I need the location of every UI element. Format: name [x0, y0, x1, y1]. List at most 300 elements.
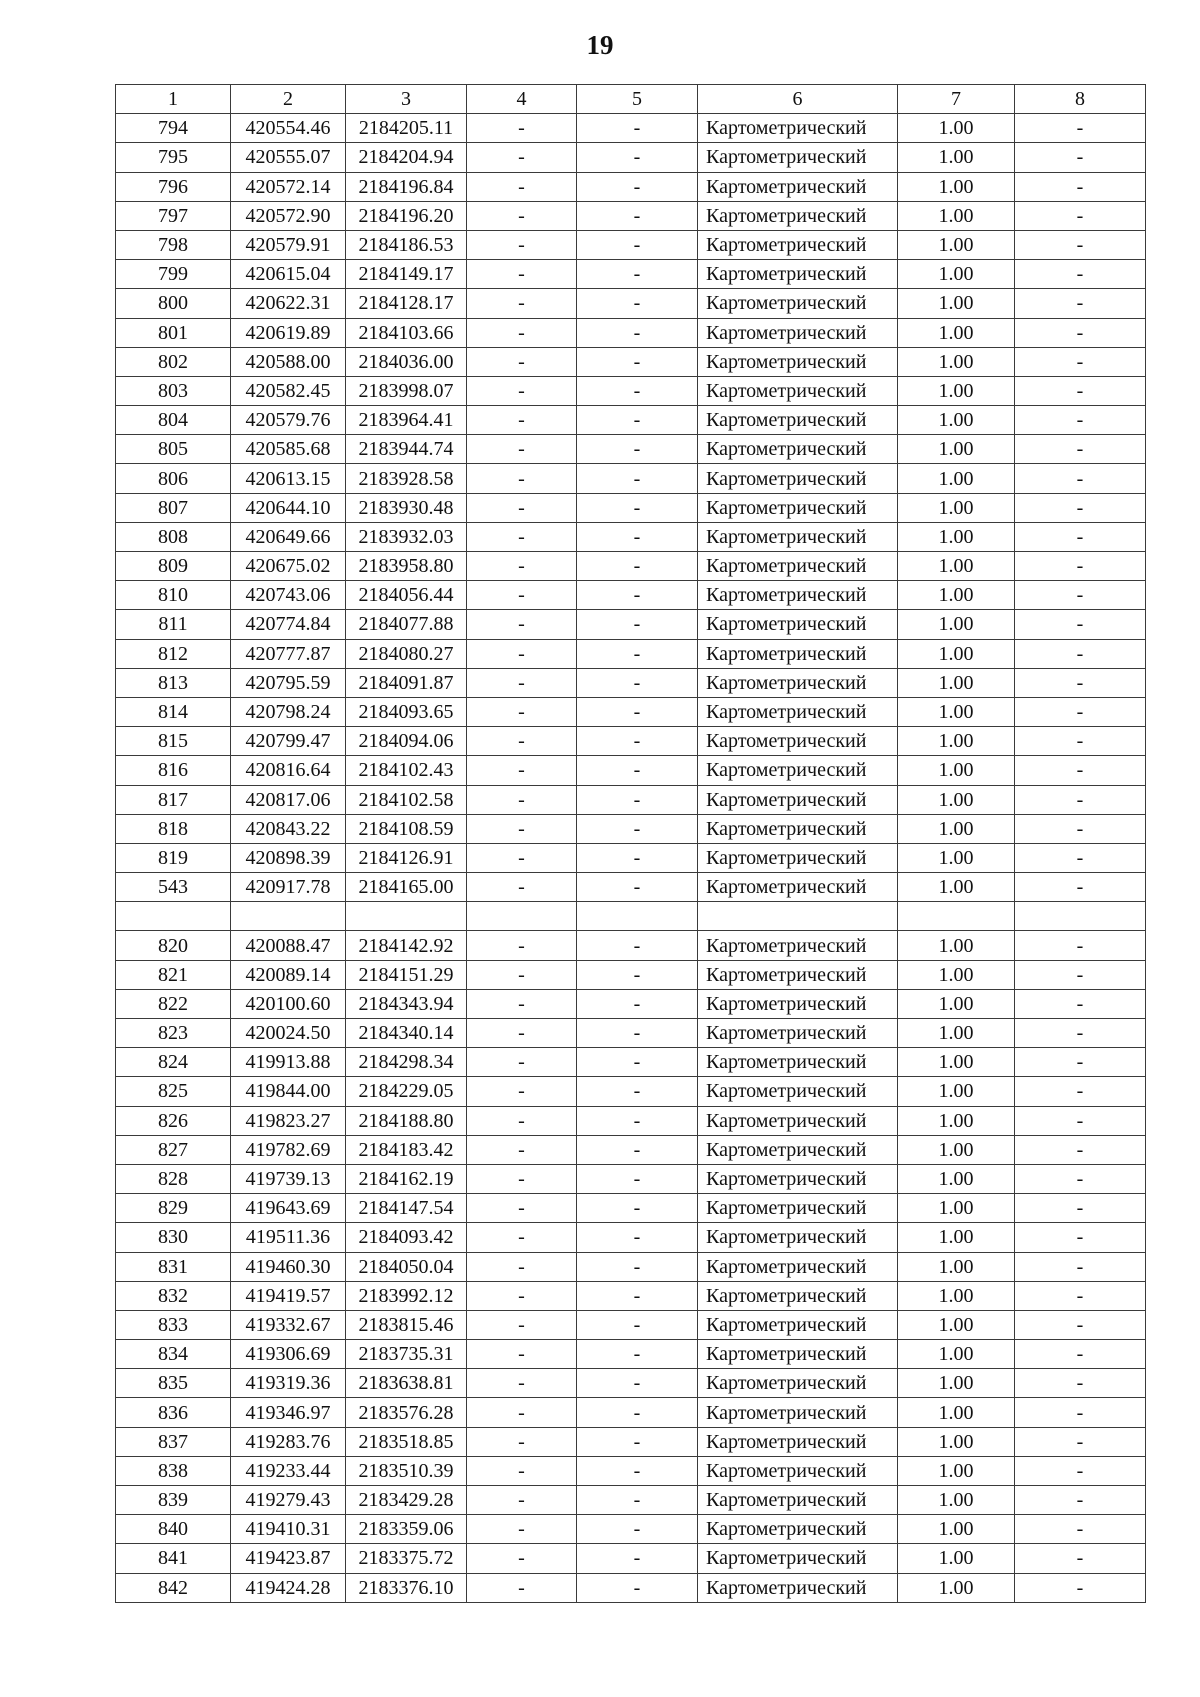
col4-cell: - [467, 610, 577, 639]
table-row [116, 1515, 1146, 1544]
header-cell: 2 [231, 85, 346, 114]
col8-cell: - [1015, 639, 1146, 668]
col8-cell: - [1015, 230, 1146, 259]
table-row [116, 931, 1146, 960]
col5-cell: - [577, 756, 698, 785]
x-coordinate-cell: 420743.06 [231, 581, 346, 610]
col5-cell: - [577, 376, 698, 405]
col8-cell: - [1015, 114, 1146, 143]
col5-cell: - [577, 406, 698, 435]
page-number: 19 [586, 30, 614, 60]
col8-cell: - [1015, 814, 1146, 843]
y-coordinate-cell: 2184165.00 [346, 873, 467, 902]
table-row [116, 1223, 1146, 1252]
precision-cell: 1.00 [898, 1369, 1015, 1398]
precision-cell: 1.00 [898, 931, 1015, 960]
table-row [116, 1427, 1146, 1456]
precision-cell: 1.00 [898, 289, 1015, 318]
y-coordinate-cell: 2184205.11 [346, 114, 467, 143]
col4-cell [467, 902, 577, 931]
method-cell: Картометрический [698, 1515, 898, 1544]
col8-cell: - [1015, 1223, 1146, 1252]
col4-cell: - [467, 960, 577, 989]
point-number-cell [116, 902, 231, 931]
col4-cell: - [467, 727, 577, 756]
col5-cell: - [577, 552, 698, 581]
table-row [116, 1194, 1146, 1223]
y-coordinate-cell: 2183928.58 [346, 464, 467, 493]
col8-cell: - [1015, 1194, 1146, 1223]
point-number-cell: 842 [116, 1573, 231, 1602]
precision-cell: 1.00 [898, 435, 1015, 464]
x-coordinate-cell [231, 902, 346, 931]
col4-cell: - [467, 406, 577, 435]
table-row [116, 581, 1146, 610]
col8-cell: - [1015, 435, 1146, 464]
point-number-cell: 825 [116, 1077, 231, 1106]
x-coordinate-cell: 419913.88 [231, 1048, 346, 1077]
col8-cell: - [1015, 873, 1146, 902]
y-coordinate-cell: 2183576.28 [346, 1398, 467, 1427]
col4-cell: - [467, 435, 577, 464]
x-coordinate-cell: 420843.22 [231, 814, 346, 843]
col5-cell: - [577, 639, 698, 668]
method-cell: Картометрический [698, 1194, 898, 1223]
x-coordinate-cell: 419419.57 [231, 1281, 346, 1310]
x-coordinate-cell: 420588.00 [231, 347, 346, 376]
col4-cell: - [467, 1310, 577, 1339]
method-cell: Картометрический [698, 1486, 898, 1515]
method-cell: Картометрический [698, 172, 898, 201]
point-number-cell: 833 [116, 1310, 231, 1339]
col5-cell: - [577, 1456, 698, 1485]
precision-cell: 1.00 [898, 989, 1015, 1018]
y-coordinate-cell: 2184142.92 [346, 931, 467, 960]
y-coordinate-cell: 2184094.06 [346, 727, 467, 756]
col8-cell: - [1015, 172, 1146, 201]
method-cell: Картометрический [698, 376, 898, 405]
table-row [116, 1398, 1146, 1427]
y-coordinate-cell: 2184186.53 [346, 230, 467, 259]
method-cell: Картометрический [698, 114, 898, 143]
col5-cell: - [577, 172, 698, 201]
x-coordinate-cell: 420622.31 [231, 289, 346, 318]
col8-cell: - [1015, 727, 1146, 756]
y-coordinate-cell: 2183518.85 [346, 1427, 467, 1456]
y-coordinate-cell: 2183735.31 [346, 1340, 467, 1369]
precision-cell: 1.00 [898, 114, 1015, 143]
col8-cell: - [1015, 843, 1146, 872]
col8-cell: - [1015, 201, 1146, 230]
table-row [116, 172, 1146, 201]
y-coordinate-cell: 2183510.39 [346, 1456, 467, 1485]
point-number-cell: 814 [116, 697, 231, 726]
y-coordinate-cell [346, 902, 467, 931]
col5-cell: - [577, 814, 698, 843]
table-row [116, 1486, 1146, 1515]
method-cell: Картометрический [698, 843, 898, 872]
col5-cell: - [577, 1369, 698, 1398]
point-number-cell: 834 [116, 1340, 231, 1369]
header-cell: 6 [698, 85, 898, 114]
method-cell: Картометрический [698, 464, 898, 493]
table-row [116, 843, 1146, 872]
col5-cell: - [577, 697, 698, 726]
point-number-cell: 816 [116, 756, 231, 785]
y-coordinate-cell: 2184188.80 [346, 1106, 467, 1135]
col8-cell: - [1015, 581, 1146, 610]
precision-cell: 1.00 [898, 1048, 1015, 1077]
y-coordinate-cell: 2184050.04 [346, 1252, 467, 1281]
x-coordinate-cell: 420774.84 [231, 610, 346, 639]
col5-cell: - [577, 1281, 698, 1310]
table-row [116, 873, 1146, 902]
x-coordinate-cell: 420572.90 [231, 201, 346, 230]
col8-cell: - [1015, 406, 1146, 435]
y-coordinate-cell: 2184162.19 [346, 1164, 467, 1193]
x-coordinate-cell: 420799.47 [231, 727, 346, 756]
col5-cell: - [577, 785, 698, 814]
col8-cell: - [1015, 668, 1146, 697]
col4-cell: - [467, 931, 577, 960]
table-row [116, 143, 1146, 172]
point-number-cell: 808 [116, 522, 231, 551]
table-row [116, 1135, 1146, 1164]
col8-cell: - [1015, 318, 1146, 347]
header-cell: 4 [467, 85, 577, 114]
y-coordinate-cell: 2184196.20 [346, 201, 467, 230]
col5-cell: - [577, 727, 698, 756]
point-number-cell: 830 [116, 1223, 231, 1252]
point-number-cell: 803 [116, 376, 231, 405]
method-cell [698, 902, 898, 931]
y-coordinate-cell: 2184126.91 [346, 843, 467, 872]
method-cell: Картометрический [698, 522, 898, 551]
point-number-cell: 818 [116, 814, 231, 843]
col4-cell: - [467, 1340, 577, 1369]
separator-row [116, 902, 1146, 931]
col4-cell: - [467, 230, 577, 259]
col5-cell: - [577, 1077, 698, 1106]
col4-cell: - [467, 581, 577, 610]
col8-cell: - [1015, 1369, 1146, 1398]
point-number-cell: 815 [116, 727, 231, 756]
table-row [116, 756, 1146, 785]
col8-cell: - [1015, 376, 1146, 405]
point-number-cell: 801 [116, 318, 231, 347]
table-row [116, 1019, 1146, 1048]
x-coordinate-cell: 420572.14 [231, 172, 346, 201]
precision-cell: 1.00 [898, 1515, 1015, 1544]
col4-cell: - [467, 1544, 577, 1573]
col5-cell: - [577, 843, 698, 872]
point-number-cell: 811 [116, 610, 231, 639]
x-coordinate-cell: 419424.28 [231, 1573, 346, 1602]
x-coordinate-cell: 420816.64 [231, 756, 346, 785]
table-row [116, 668, 1146, 697]
col8-cell: - [1015, 1310, 1146, 1339]
col5-cell: - [577, 1106, 698, 1135]
col4-cell: - [467, 1106, 577, 1135]
point-number-cell: 796 [116, 172, 231, 201]
point-number-cell: 827 [116, 1135, 231, 1164]
x-coordinate-cell: 419844.00 [231, 1077, 346, 1106]
col5-cell: - [577, 201, 698, 230]
precision-cell: 1.00 [898, 1340, 1015, 1369]
col4-cell: - [467, 843, 577, 872]
col8-cell: - [1015, 1164, 1146, 1193]
col4-cell: - [467, 1135, 577, 1164]
col4-cell: - [467, 1456, 577, 1485]
precision-cell: 1.00 [898, 1252, 1015, 1281]
precision-cell: 1.00 [898, 1486, 1015, 1515]
col8-cell: - [1015, 756, 1146, 785]
col8-cell [1015, 902, 1146, 931]
col4-cell: - [467, 260, 577, 289]
method-cell: Картометрический [698, 1427, 898, 1456]
col5-cell: - [577, 931, 698, 960]
y-coordinate-cell: 2184128.17 [346, 289, 467, 318]
x-coordinate-cell: 420917.78 [231, 873, 346, 902]
x-coordinate-cell: 420089.14 [231, 960, 346, 989]
precision-cell: 1.00 [898, 1164, 1015, 1193]
col5-cell [577, 902, 698, 931]
table-body [116, 114, 1146, 1603]
col5-cell: - [577, 1223, 698, 1252]
table-row [116, 552, 1146, 581]
x-coordinate-cell: 420555.07 [231, 143, 346, 172]
x-coordinate-cell: 419782.69 [231, 1135, 346, 1164]
point-number-cell: 807 [116, 493, 231, 522]
method-cell: Картометрический [698, 493, 898, 522]
y-coordinate-cell: 2183958.80 [346, 552, 467, 581]
y-coordinate-cell: 2183964.41 [346, 406, 467, 435]
col8-cell: - [1015, 552, 1146, 581]
method-cell: Картометрический [698, 260, 898, 289]
col4-cell: - [467, 1194, 577, 1223]
col5-cell: - [577, 1398, 698, 1427]
y-coordinate-cell: 2183429.28 [346, 1486, 467, 1515]
table-row [116, 785, 1146, 814]
col4-cell: - [467, 172, 577, 201]
col8-cell: - [1015, 1427, 1146, 1456]
col5-cell: - [577, 989, 698, 1018]
method-cell: Картометрический [698, 1398, 898, 1427]
precision-cell: 1.00 [898, 552, 1015, 581]
point-number-cell: 797 [116, 201, 231, 230]
col5-cell: - [577, 668, 698, 697]
precision-cell: 1.00 [898, 1194, 1015, 1223]
y-coordinate-cell: 2184183.42 [346, 1135, 467, 1164]
precision-cell: 1.00 [898, 814, 1015, 843]
point-number-cell: 802 [116, 347, 231, 376]
method-cell: Картометрический [698, 639, 898, 668]
table-row [116, 610, 1146, 639]
method-cell: Картометрический [698, 1281, 898, 1310]
col4-cell: - [467, 1077, 577, 1106]
coordinates-table [115, 84, 1146, 1603]
x-coordinate-cell: 420579.76 [231, 406, 346, 435]
x-coordinate-cell: 420795.59 [231, 668, 346, 697]
table-row [116, 1048, 1146, 1077]
x-coordinate-cell: 420777.87 [231, 639, 346, 668]
precision-cell: 1.00 [898, 1573, 1015, 1602]
precision-cell: 1.00 [898, 347, 1015, 376]
col8-cell: - [1015, 785, 1146, 814]
table-row [116, 1310, 1146, 1339]
y-coordinate-cell: 2184147.54 [346, 1194, 467, 1223]
x-coordinate-cell: 419233.44 [231, 1456, 346, 1485]
precision-cell: 1.00 [898, 1019, 1015, 1048]
precision-cell: 1.00 [898, 873, 1015, 902]
method-cell: Картометрический [698, 230, 898, 259]
col8-cell: - [1015, 931, 1146, 960]
x-coordinate-cell: 420615.04 [231, 260, 346, 289]
col5-cell: - [577, 1048, 698, 1077]
precision-cell: 1.00 [898, 610, 1015, 639]
col5-cell: - [577, 493, 698, 522]
x-coordinate-cell: 420613.15 [231, 464, 346, 493]
table-row [116, 1340, 1146, 1369]
col8-cell: - [1015, 1486, 1146, 1515]
col5-cell: - [577, 347, 698, 376]
col8-cell: - [1015, 260, 1146, 289]
point-number-cell: 794 [116, 114, 231, 143]
col8-cell: - [1015, 1340, 1146, 1369]
table-row [116, 1456, 1146, 1485]
y-coordinate-cell: 2184036.00 [346, 347, 467, 376]
point-number-cell: 841 [116, 1544, 231, 1573]
col8-cell: - [1015, 960, 1146, 989]
x-coordinate-cell: 419346.97 [231, 1398, 346, 1427]
precision-cell: 1.00 [898, 143, 1015, 172]
col8-cell: - [1015, 1573, 1146, 1602]
method-cell: Картометрический [698, 756, 898, 785]
y-coordinate-cell: 2183375.72 [346, 1544, 467, 1573]
x-coordinate-cell: 419319.36 [231, 1369, 346, 1398]
y-coordinate-cell: 2184077.88 [346, 610, 467, 639]
table-row [116, 406, 1146, 435]
col4-cell: - [467, 143, 577, 172]
precision-cell: 1.00 [898, 639, 1015, 668]
table-row [116, 201, 1146, 230]
method-cell: Картометрический [698, 697, 898, 726]
point-number-cell: 840 [116, 1515, 231, 1544]
table-row [116, 960, 1146, 989]
col5-cell: - [577, 1310, 698, 1339]
col4-cell: - [467, 639, 577, 668]
point-number-cell: 799 [116, 260, 231, 289]
precision-cell: 1.00 [898, 960, 1015, 989]
point-number-cell: 828 [116, 1164, 231, 1193]
col5-cell: - [577, 435, 698, 464]
col8-cell: - [1015, 697, 1146, 726]
col8-cell: - [1015, 464, 1146, 493]
table-row [116, 1164, 1146, 1193]
col5-cell: - [577, 114, 698, 143]
col5-cell: - [577, 230, 698, 259]
table-row [116, 114, 1146, 143]
col4-cell: - [467, 376, 577, 405]
method-cell: Картометрический [698, 1164, 898, 1193]
table-row [116, 727, 1146, 756]
precision-cell: 1.00 [898, 727, 1015, 756]
col5-cell: - [577, 522, 698, 551]
x-coordinate-cell: 420798.24 [231, 697, 346, 726]
method-cell: Картометрический [698, 1369, 898, 1398]
col5-cell: - [577, 1427, 698, 1456]
point-number-cell: 812 [116, 639, 231, 668]
point-number-cell: 822 [116, 989, 231, 1018]
precision-cell: 1.00 [898, 464, 1015, 493]
col4-cell: - [467, 1019, 577, 1048]
point-number-cell: 806 [116, 464, 231, 493]
col4-cell: - [467, 668, 577, 697]
point-number-cell: 836 [116, 1398, 231, 1427]
precision-cell: 1.00 [898, 1398, 1015, 1427]
col4-cell: - [467, 552, 577, 581]
x-coordinate-cell: 420644.10 [231, 493, 346, 522]
method-cell: Картометрический [698, 581, 898, 610]
header-cell: 5 [577, 85, 698, 114]
precision-cell: 1.00 [898, 1310, 1015, 1339]
point-number-cell: 795 [116, 143, 231, 172]
method-cell: Картометрический [698, 1048, 898, 1077]
col4-cell: - [467, 989, 577, 1018]
precision-cell: 1.00 [898, 230, 1015, 259]
col5-cell: - [577, 1573, 698, 1602]
y-coordinate-cell: 2183932.03 [346, 522, 467, 551]
table-row [116, 347, 1146, 376]
method-cell: Картометрический [698, 1252, 898, 1281]
col4-cell: - [467, 493, 577, 522]
x-coordinate-cell: 419643.69 [231, 1194, 346, 1223]
col5-cell: - [577, 1194, 698, 1223]
y-coordinate-cell: 2183944.74 [346, 435, 467, 464]
col8-cell: - [1015, 1281, 1146, 1310]
table-row [116, 1106, 1146, 1135]
col4-cell: - [467, 464, 577, 493]
method-cell: Картометрический [698, 289, 898, 318]
point-number-cell: 820 [116, 931, 231, 960]
precision-cell: 1.00 [898, 201, 1015, 230]
y-coordinate-cell: 2184340.14 [346, 1019, 467, 1048]
y-coordinate-cell: 2184091.87 [346, 668, 467, 697]
col8-cell: - [1015, 289, 1146, 318]
precision-cell: 1.00 [898, 668, 1015, 697]
point-number-cell: 813 [116, 668, 231, 697]
col8-cell: - [1015, 522, 1146, 551]
point-number-cell: 817 [116, 785, 231, 814]
col5-cell: - [577, 1252, 698, 1281]
method-cell: Картометрический [698, 873, 898, 902]
x-coordinate-cell: 419279.43 [231, 1486, 346, 1515]
point-number-cell: 829 [116, 1194, 231, 1223]
method-cell: Картометрический [698, 1223, 898, 1252]
point-number-cell: 800 [116, 289, 231, 318]
method-cell: Картометрический [698, 1573, 898, 1602]
y-coordinate-cell: 2184103.66 [346, 318, 467, 347]
point-number-cell: 835 [116, 1369, 231, 1398]
method-cell: Картометрический [698, 814, 898, 843]
precision-cell: 1.00 [898, 493, 1015, 522]
table-row [116, 1077, 1146, 1106]
table-row [116, 989, 1146, 1018]
table-row [116, 639, 1146, 668]
col8-cell: - [1015, 1019, 1146, 1048]
method-cell: Картометрический [698, 1077, 898, 1106]
col8-cell: - [1015, 1106, 1146, 1135]
